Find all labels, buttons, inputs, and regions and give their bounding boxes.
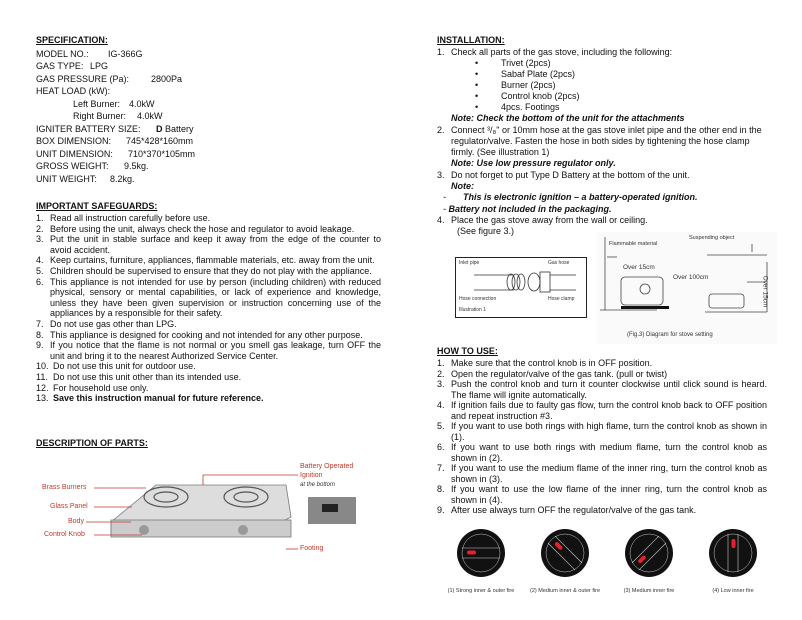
how-to-use-item bbox=[437, 442, 767, 463]
safeguard-item-text: Put the unit in stable surface and keep it away from the edge of the counter to avoid accident. bbox=[50, 234, 381, 255]
parts-checklist-item bbox=[437, 102, 772, 113]
safeguards-heading: IMPORTANT SAFEGUARDS: bbox=[36, 201, 158, 211]
knob-icon bbox=[624, 528, 674, 578]
knob-icon bbox=[540, 528, 590, 578]
how-to-use-item-number: 3. bbox=[437, 379, 445, 389]
parts-heading bbox=[36, 438, 148, 449]
safeguard-item-number: 2. bbox=[36, 223, 44, 234]
knob-indicator bbox=[732, 539, 736, 548]
safeguard-item-text: For household use only. bbox=[53, 382, 149, 393]
how-to-use-item-number: 2. bbox=[437, 368, 445, 379]
install-step: 3. Do not forget to put Type D Battery at the bottom of the unit. bbox=[437, 170, 772, 181]
how-to-use-item-number: 9. bbox=[437, 505, 445, 515]
safeguards-list bbox=[36, 213, 381, 404]
knob-indicator bbox=[467, 551, 476, 555]
label-over-15cm-vertical: Over 15cm bbox=[761, 275, 769, 308]
spec-label: GAS PRESSURE (Pa): bbox=[36, 73, 130, 84]
knob-diagrams bbox=[440, 528, 785, 608]
install-step-3: Do not forget to put Type D Battery at the bottom of the unit. bbox=[451, 169, 690, 180]
label-glass-panel: Glass Panel bbox=[50, 503, 88, 510]
stove-illustration bbox=[36, 457, 381, 567]
safeguard-item bbox=[36, 340, 381, 361]
how-to-use-item bbox=[437, 421, 767, 442]
install-step-4: Place the gas stove away from the wall or ceiling. bbox=[451, 214, 648, 225]
safeguard-item-text: Before using the unit, always check the hose and regulator to avoid leakage. bbox=[50, 223, 355, 234]
install-step-4b: (See figure 3.) bbox=[457, 226, 515, 237]
safeguard-item-text: Keep curtains, furniture, appliances, flammable materials, etc. away from the unit. bbox=[50, 255, 375, 266]
label-flammable-material: Flammable material bbox=[609, 241, 658, 247]
checklist-text: 4pcs. Footings bbox=[501, 102, 560, 113]
safeguard-item bbox=[36, 383, 381, 394]
label-battery-1: Battery Operated bbox=[300, 463, 354, 470]
spec-value: 4.0kW bbox=[137, 111, 163, 121]
label-battery-3: at the bottom bbox=[300, 482, 336, 488]
knob-position-4 bbox=[692, 528, 774, 595]
figure-3-caption: (Fig.3) Diagram for stove setting bbox=[627, 332, 713, 338]
bullet-icon: • bbox=[475, 91, 479, 102]
safeguard-item-number: 12. bbox=[36, 382, 49, 393]
how-to-use-item bbox=[437, 484, 767, 505]
how-to-use-item-text: Open the regulator/valve of the gas tank. (pull or twist) bbox=[451, 368, 668, 379]
label-over-100cm: Over 100cm bbox=[673, 274, 709, 281]
safeguard-item-number: 1. bbox=[36, 213, 44, 223]
safeguard-item-text: Save this instruction manual for future reference. bbox=[53, 393, 264, 404]
install-note-3: Note: bbox=[451, 181, 474, 192]
spec-row bbox=[36, 173, 396, 186]
spec-value: LPG bbox=[90, 61, 109, 71]
how-to-use-item-text: If ignition fails due to faulty gas flow, turn the control knob back to OFF position and repeat instruction #3. bbox=[451, 400, 767, 421]
label-hose-connection: Hose connection bbox=[459, 296, 497, 302]
install-note-line: - This is electronic ignition – a battery-operated ignition. bbox=[443, 192, 698, 203]
spec-value: 4.0kW bbox=[129, 98, 155, 109]
spec-row bbox=[36, 60, 396, 73]
install-note-2: Note: Use low pressure regulator only. bbox=[451, 158, 616, 169]
spec-row bbox=[36, 98, 396, 111]
how-to-use-list bbox=[437, 358, 767, 516]
how-to-use-item-text: Make sure that the control knob is in OFF position. bbox=[451, 358, 653, 368]
how-to-use-item bbox=[437, 379, 767, 400]
safeguard-item-text: Children should be supervised to ensure that they do not play with the appliance. bbox=[50, 265, 372, 276]
how-to-use-item-number: 1. bbox=[437, 358, 445, 368]
install-note-3b: Battery not included in the packaging. bbox=[448, 203, 612, 214]
spec-row bbox=[36, 85, 396, 98]
label-body: Body bbox=[68, 518, 84, 525]
knob-caption: (1) Strong inner & outer fire bbox=[447, 588, 515, 594]
install-step: 2. Connect ³/₈" or 10mm hose at the gas stove inlet pipe and the other end in the regulator/valve. Fasten the hose in both sides by tightening the hose clamp firmly. (See illustration 1) bbox=[437, 125, 772, 159]
specification-section bbox=[36, 34, 396, 185]
bullet-icon: • bbox=[475, 80, 479, 91]
spec-label: UNIT DIMENSION: bbox=[36, 148, 113, 159]
spec-row bbox=[36, 123, 396, 136]
how-to-use-item-number: 4. bbox=[437, 400, 445, 410]
safeguard-item bbox=[36, 255, 381, 266]
how-to-use-item bbox=[437, 463, 767, 484]
bullet-icon: • bbox=[475, 69, 479, 80]
parts-checklist-item bbox=[437, 91, 772, 102]
illustration-1 bbox=[455, 257, 587, 318]
safeguard-item bbox=[36, 319, 381, 330]
spec-row bbox=[36, 48, 396, 61]
spec-value: 745*428*160mm bbox=[126, 136, 194, 146]
how-to-use-item bbox=[437, 400, 767, 421]
safeguard-item bbox=[36, 266, 381, 277]
spec-value: IG-366G bbox=[108, 48, 143, 59]
install-step: 4. Place the gas stove away from the wall or ceiling. bbox=[437, 215, 772, 226]
spec-label: BOX DIMENSION: bbox=[36, 136, 112, 146]
install-step: 1. Check all parts of the gas stove, including the following: bbox=[437, 47, 772, 58]
label-over-15cm: Over 15cm bbox=[623, 264, 655, 271]
safeguard-item-number: 7. bbox=[36, 318, 44, 329]
checklist-text: Control knob (2pcs) bbox=[501, 91, 580, 102]
installation-heading: INSTALLATION: bbox=[437, 35, 505, 45]
how-to-use-item-text: If you want to use both rings with high flame, turn the control knob as shown in (1). bbox=[451, 421, 767, 442]
safeguard-item bbox=[36, 361, 381, 372]
safeguard-item bbox=[36, 277, 381, 319]
how-to-use-item-number: 5. bbox=[437, 421, 445, 431]
install-note-1: Note: Check the bottom of the unit for the attachments bbox=[451, 113, 685, 124]
safeguard-item-number: 9. bbox=[36, 340, 44, 351]
label-control-knob: Control Knob bbox=[44, 531, 85, 538]
spec-row bbox=[36, 135, 396, 148]
bullet-icon: • bbox=[475, 58, 479, 69]
safeguard-item-number: 3. bbox=[36, 234, 44, 245]
safeguard-item-number: 4. bbox=[36, 255, 44, 266]
spec-row bbox=[36, 73, 396, 86]
how-to-use-section bbox=[437, 345, 767, 516]
safeguard-item-text: Do not use this unit other than its intended use. bbox=[53, 371, 242, 382]
spec-label: Right Burner: bbox=[73, 111, 127, 121]
parts-checklist-item bbox=[437, 58, 772, 69]
spec-value: 8.2kg. bbox=[110, 173, 135, 184]
figure-3 bbox=[597, 232, 777, 344]
safeguard-item bbox=[36, 224, 381, 235]
knob-position-3 bbox=[608, 528, 690, 595]
knob-caption: (2) Medium inner & outer fire bbox=[530, 588, 600, 594]
label-footing: Footing bbox=[300, 545, 324, 552]
knob-icon bbox=[456, 528, 506, 578]
install-note-line: - Battery not included in the packaging. bbox=[443, 203, 612, 214]
checklist-text: Trivet (2pcs) bbox=[501, 58, 551, 69]
spec-value-bold: D bbox=[156, 123, 163, 134]
bullet-icon: • bbox=[475, 102, 479, 113]
spec-row bbox=[36, 148, 396, 161]
how-to-use-item-number: 8. bbox=[437, 484, 445, 494]
safeguard-item bbox=[36, 213, 381, 224]
install-note-3a: This is electronic ignition – a battery-operated ignition. bbox=[463, 192, 698, 203]
knob-position-2 bbox=[524, 528, 606, 595]
safeguard-item-text: This appliance is not intended for use by person (including children) with reduced physical, sensory or mental capabilities, or lack of experience and knowledge, unless they have been given supervision or instruction concerning use of the appliances by a responsible for their safety. bbox=[50, 276, 381, 319]
knob-caption: (3) Medium inner fire bbox=[623, 588, 675, 594]
safeguard-item-text: Do not use this unit for outdoor use. bbox=[53, 361, 196, 372]
illustration-1-title: Illustration 1 bbox=[459, 307, 486, 313]
how-to-use-item bbox=[437, 358, 767, 369]
label-inlet-pipe: Inlet pipe bbox=[459, 260, 480, 266]
spec-value: 2800Pa bbox=[151, 73, 183, 84]
safeguard-item bbox=[36, 393, 381, 404]
safeguard-item-number: 13. bbox=[36, 393, 49, 404]
parts-heading-text: DESCRIPTION OF PARTS: bbox=[36, 438, 148, 448]
safeguard-item-number: 5. bbox=[36, 265, 44, 276]
safeguard-item-text: This appliance is designed for cooking and not intended for any other purpose. bbox=[50, 329, 363, 340]
knob-icon bbox=[708, 528, 758, 578]
safeguard-item bbox=[36, 234, 381, 255]
how-to-use-item-text: If you want to use the low flame of the inner ring, turn the control knob as shown in (4). bbox=[451, 484, 767, 505]
spec-value: 9.5kg. bbox=[124, 161, 149, 171]
how-to-use-item bbox=[437, 369, 767, 380]
how-to-use-item-text: If you want to use the medium flame of the inner ring, turn the control knob as shown in (3). bbox=[451, 463, 767, 484]
knob-position-1 bbox=[440, 528, 522, 595]
installation-section bbox=[437, 34, 772, 238]
spec-row bbox=[36, 160, 396, 173]
how-to-use-item bbox=[437, 505, 767, 516]
spec-label: GAS TYPE: bbox=[36, 61, 84, 71]
stove-setting-diagram bbox=[597, 232, 777, 332]
how-to-use-item-number: 6. bbox=[437, 442, 445, 452]
install-step-1: Check all parts of the gas stove, including the following: bbox=[451, 47, 673, 57]
spec-label: GROSS WEIGHT: bbox=[36, 161, 109, 171]
safeguards-section bbox=[36, 200, 381, 404]
safeguard-item-number: 10. bbox=[36, 361, 49, 372]
safeguard-item-number: 11. bbox=[36, 371, 48, 382]
checklist-text: Burner (2pcs) bbox=[501, 80, 556, 91]
label-brass-burners: Brass Burners bbox=[42, 484, 87, 491]
safeguard-item-number: 6. bbox=[36, 276, 44, 287]
spec-row bbox=[36, 110, 396, 123]
how-to-use-item-number: 7. bbox=[437, 463, 445, 473]
spec-value: Battery bbox=[165, 123, 194, 134]
safeguard-item-text: Do not use gas other than LPG. bbox=[50, 318, 177, 329]
label-suspending-object: Suspending object bbox=[689, 235, 735, 241]
how-to-use-item-text: Push the control knob and turn it counter clockwise until click sound is heard. The flame will ignite automatically. bbox=[451, 379, 767, 400]
spec-label: IGNITER BATTERY SIZE: bbox=[36, 123, 141, 134]
install-step-2: Connect ³/₈" or 10mm hose at the gas stove inlet pipe and the other end in the regulator/valve. Fasten the hose in both sides by tightening the hose clamp firmly. (See illustration 1) bbox=[451, 124, 762, 158]
parts-checklist-item bbox=[437, 69, 772, 80]
parts-checklist bbox=[437, 58, 772, 113]
safeguard-item bbox=[36, 372, 381, 383]
spec-label: HEAT LOAD (kW): bbox=[36, 86, 111, 96]
safeguard-item bbox=[36, 330, 381, 341]
specification-heading: SPECIFICATION: bbox=[36, 35, 108, 45]
safeguard-item-number: 8. bbox=[36, 329, 44, 340]
spec-value: 710*370*105mm bbox=[128, 148, 196, 159]
spec-label: UNIT WEIGHT: bbox=[36, 173, 97, 184]
label-hose-clamp: Hose clamp bbox=[548, 296, 575, 302]
how-to-use-heading: HOW TO USE: bbox=[437, 346, 498, 356]
safeguard-item-text: If you notice that the flame is not normal or you smell gas leakage, turn OFF the unit and bring it to the nearest Authorized Service Center. bbox=[50, 340, 381, 361]
label-gas-hose: Gas hose bbox=[548, 260, 570, 266]
spec-label: MODEL NO.: bbox=[36, 48, 89, 59]
checklist-text: Sabaf Plate (2pcs) bbox=[501, 69, 576, 80]
how-to-use-item-text: After use always turn OFF the regulator/valve of the gas tank. bbox=[451, 505, 697, 515]
stove-diagram bbox=[36, 457, 381, 567]
spec-label: Left Burner: bbox=[73, 98, 121, 109]
safeguard-item-text: Read all instruction carefully before use. bbox=[50, 213, 211, 223]
knob-caption: (4) Low inner fire bbox=[712, 588, 754, 594]
parts-checklist-item bbox=[437, 80, 772, 91]
how-to-use-item-text: If you want to use both rings with medium flame, turn the control knob as shown in (2). bbox=[451, 442, 767, 463]
label-battery-2: Ignition bbox=[300, 472, 323, 479]
